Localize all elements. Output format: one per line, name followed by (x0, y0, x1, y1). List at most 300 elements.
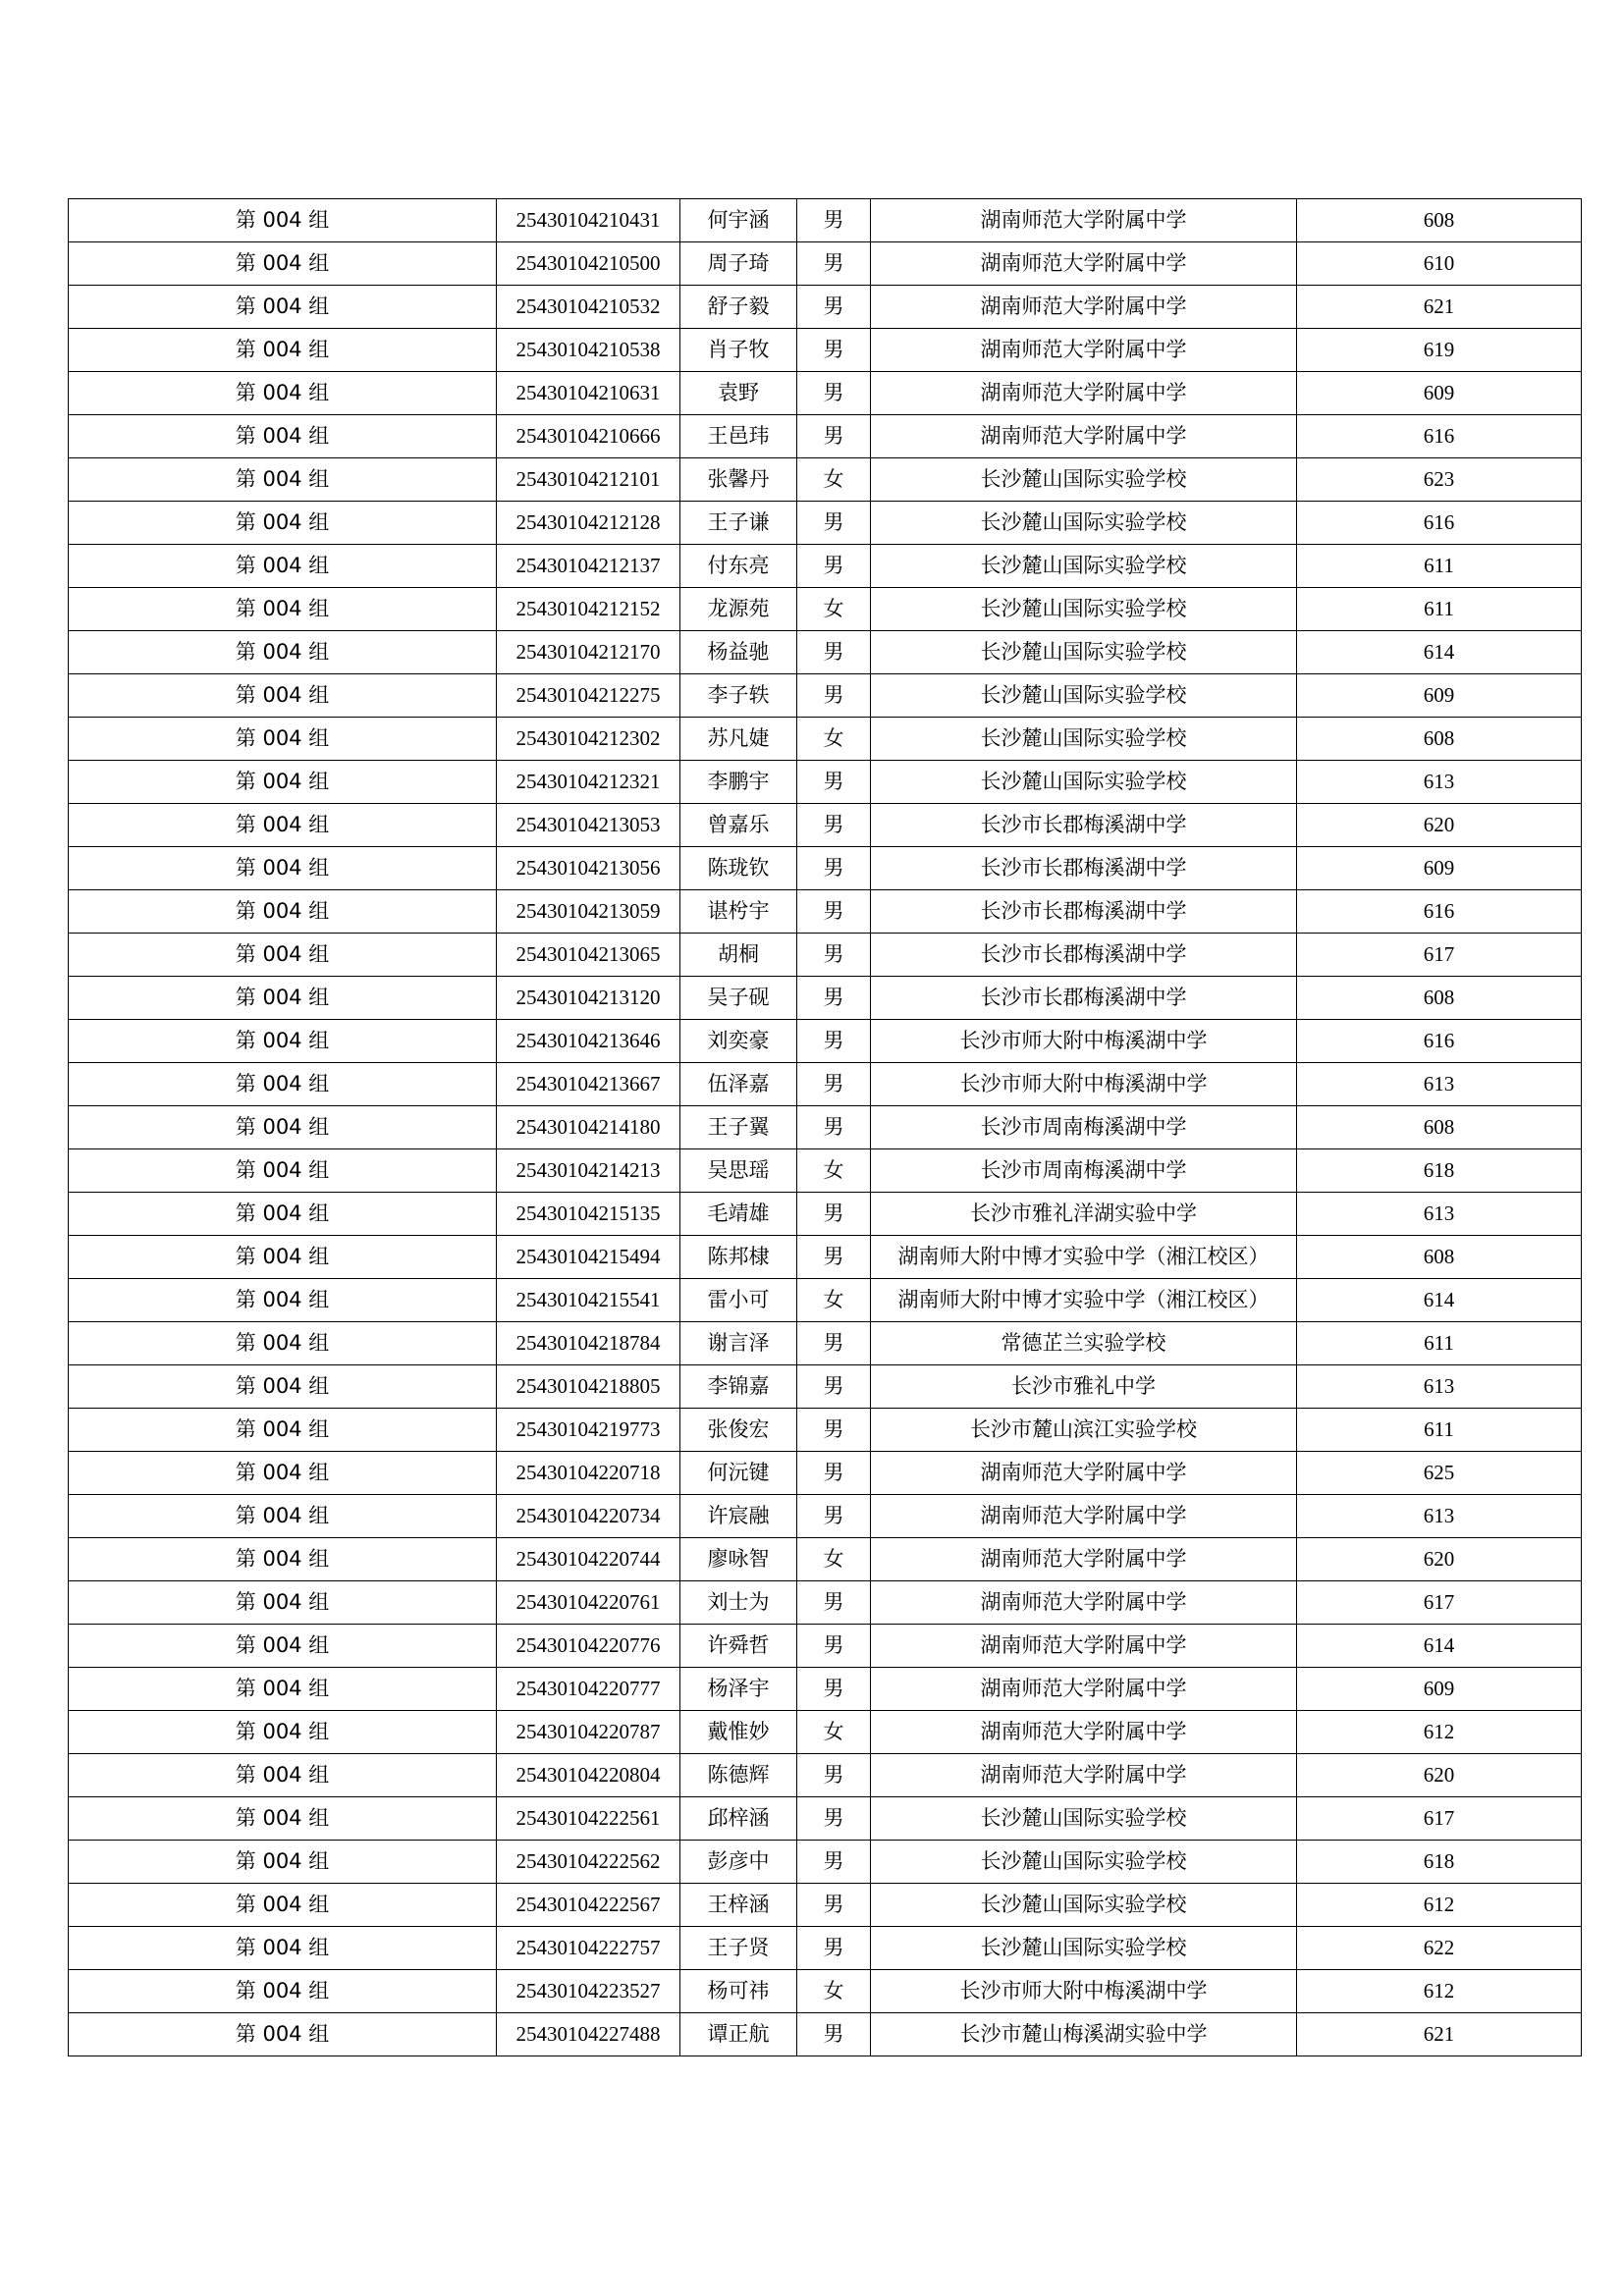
document-page (68, 198, 1581, 2056)
gender-cell: 男 (797, 1236, 871, 1279)
student-name-cell: 胡桐 (680, 934, 797, 977)
table-row (69, 588, 1582, 631)
student-name-cell: 肖子牧 (680, 329, 797, 372)
exam-id-cell: 25430104210538 (497, 329, 680, 372)
gender-cell: 女 (797, 1970, 871, 2013)
gender-cell: 男 (797, 847, 871, 890)
group-cell: 第 004 组 (69, 1884, 497, 1927)
school-cell: 湖南师范大学附属中学 (871, 1538, 1297, 1581)
score-cell: 612 (1297, 1711, 1582, 1754)
gender-cell: 男 (797, 329, 871, 372)
gender-cell: 女 (797, 718, 871, 761)
group-cell: 第 004 组 (69, 372, 497, 415)
score-cell: 618 (1297, 1149, 1582, 1193)
gender-cell: 男 (797, 1193, 871, 1236)
exam-id-cell: 25430104213646 (497, 1020, 680, 1063)
exam-id-cell: 25430104215541 (497, 1279, 680, 1322)
student-name-cell: 雷小可 (680, 1279, 797, 1322)
table-row (69, 1322, 1582, 1365)
group-cell: 第 004 组 (69, 2013, 497, 2056)
student-name-cell: 龙源苑 (680, 588, 797, 631)
school-cell: 湖南师范大学附属中学 (871, 286, 1297, 329)
group-cell: 第 004 组 (69, 1106, 497, 1149)
student-name-cell: 杨泽宇 (680, 1668, 797, 1711)
student-name-cell: 张馨丹 (680, 458, 797, 502)
table-row (69, 1063, 1582, 1106)
gender-cell: 男 (797, 1797, 871, 1841)
student-name-cell: 廖咏智 (680, 1538, 797, 1581)
table-row (69, 1625, 1582, 1668)
school-cell: 长沙市周南梅溪湖中学 (871, 1106, 1297, 1149)
table-row (69, 1970, 1582, 2013)
roster-body (69, 199, 1582, 2056)
group-cell: 第 004 组 (69, 588, 497, 631)
student-name-cell: 刘奕豪 (680, 1020, 797, 1063)
school-cell: 长沙麓山国际实验学校 (871, 1841, 1297, 1884)
score-cell: 613 (1297, 1495, 1582, 1538)
score-cell: 612 (1297, 1884, 1582, 1927)
group-cell: 第 004 组 (69, 1063, 497, 1106)
exam-id-cell: 25430104212128 (497, 502, 680, 545)
table-row (69, 1884, 1582, 1927)
table-row (69, 674, 1582, 718)
student-name-cell: 何沅键 (680, 1452, 797, 1495)
school-cell: 长沙市周南梅溪湖中学 (871, 1149, 1297, 1193)
score-cell: 623 (1297, 458, 1582, 502)
table-row (69, 545, 1582, 588)
school-cell: 湖南师范大学附属中学 (871, 1711, 1297, 1754)
table-row (69, 1409, 1582, 1452)
gender-cell: 女 (797, 1538, 871, 1581)
score-cell: 612 (1297, 1970, 1582, 2013)
student-name-cell: 周子琦 (680, 242, 797, 286)
table-row (69, 1452, 1582, 1495)
score-cell: 613 (1297, 1365, 1582, 1409)
student-name-cell: 舒子毅 (680, 286, 797, 329)
student-name-cell: 李子轶 (680, 674, 797, 718)
table-row (69, 1797, 1582, 1841)
student-name-cell: 杨可祎 (680, 1970, 797, 2013)
exam-id-cell: 25430104212170 (497, 631, 680, 674)
group-cell: 第 004 组 (69, 1020, 497, 1063)
group-cell: 第 004 组 (69, 847, 497, 890)
gender-cell: 男 (797, 1063, 871, 1106)
table-row (69, 718, 1582, 761)
exam-id-cell: 25430104220761 (497, 1581, 680, 1625)
group-cell: 第 004 组 (69, 977, 497, 1020)
school-cell: 湖南师范大学附属中学 (871, 199, 1297, 242)
exam-id-cell: 25430104212275 (497, 674, 680, 718)
school-cell: 长沙麓山国际实验学校 (871, 718, 1297, 761)
exam-id-cell: 25430104212321 (497, 761, 680, 804)
student-name-cell: 刘士为 (680, 1581, 797, 1625)
school-cell: 长沙市长郡梅溪湖中学 (871, 804, 1297, 847)
gender-cell: 男 (797, 545, 871, 588)
gender-cell: 男 (797, 674, 871, 718)
exam-id-cell: 25430104215135 (497, 1193, 680, 1236)
gender-cell: 男 (797, 934, 871, 977)
score-cell: 621 (1297, 2013, 1582, 2056)
student-name-cell: 陈珑钦 (680, 847, 797, 890)
group-cell: 第 004 组 (69, 1668, 497, 1711)
gender-cell: 男 (797, 372, 871, 415)
gender-cell: 男 (797, 1409, 871, 1452)
student-name-cell: 彭彦中 (680, 1841, 797, 1884)
school-cell: 湖南师范大学附属中学 (871, 372, 1297, 415)
table-row (69, 199, 1582, 242)
student-name-cell: 杨益驰 (680, 631, 797, 674)
exam-id-cell: 25430104210631 (497, 372, 680, 415)
group-cell: 第 004 组 (69, 1365, 497, 1409)
table-row (69, 1841, 1582, 1884)
table-row (69, 242, 1582, 286)
gender-cell: 女 (797, 1279, 871, 1322)
school-cell: 长沙麓山国际实验学校 (871, 674, 1297, 718)
exam-id-cell: 25430104218784 (497, 1322, 680, 1365)
score-cell: 622 (1297, 1927, 1582, 1970)
table-row (69, 1106, 1582, 1149)
score-cell: 618 (1297, 1841, 1582, 1884)
exam-id-cell: 25430104220804 (497, 1754, 680, 1797)
exam-id-cell: 25430104212152 (497, 588, 680, 631)
exam-id-cell: 25430104219773 (497, 1409, 680, 1452)
score-cell: 616 (1297, 1020, 1582, 1063)
score-cell: 609 (1297, 372, 1582, 415)
student-name-cell: 李鹏宇 (680, 761, 797, 804)
score-cell: 620 (1297, 804, 1582, 847)
school-cell: 长沙市长郡梅溪湖中学 (871, 847, 1297, 890)
table-row (69, 1754, 1582, 1797)
exam-id-cell: 25430104222567 (497, 1884, 680, 1927)
gender-cell: 女 (797, 1711, 871, 1754)
group-cell: 第 004 组 (69, 1149, 497, 1193)
school-cell: 湖南师范大学附属中学 (871, 242, 1297, 286)
score-cell: 614 (1297, 631, 1582, 674)
student-name-cell: 陈邦棣 (680, 1236, 797, 1279)
school-cell: 长沙市麓山滨江实验学校 (871, 1409, 1297, 1452)
score-cell: 614 (1297, 1625, 1582, 1668)
exam-id-cell: 25430104214213 (497, 1149, 680, 1193)
exam-id-cell: 25430104212302 (497, 718, 680, 761)
exam-id-cell: 25430104210431 (497, 199, 680, 242)
student-name-cell: 吴子砚 (680, 977, 797, 1020)
school-cell: 长沙市麓山梅溪湖实验中学 (871, 2013, 1297, 2056)
group-cell: 第 004 组 (69, 718, 497, 761)
school-cell: 长沙麓山国际实验学校 (871, 1797, 1297, 1841)
school-cell: 长沙麓山国际实验学校 (871, 458, 1297, 502)
student-name-cell: 王梓涵 (680, 1884, 797, 1927)
score-cell: 608 (1297, 1106, 1582, 1149)
table-row (69, 1149, 1582, 1193)
school-cell: 长沙市长郡梅溪湖中学 (871, 977, 1297, 1020)
student-name-cell: 伍泽嘉 (680, 1063, 797, 1106)
school-cell: 长沙市长郡梅溪湖中学 (871, 890, 1297, 934)
table-row (69, 415, 1582, 458)
school-cell: 长沙麓山国际实验学校 (871, 1884, 1297, 1927)
table-row (69, 502, 1582, 545)
school-cell: 长沙市雅礼中学 (871, 1365, 1297, 1409)
student-name-cell: 谭正航 (680, 2013, 797, 2056)
group-cell: 第 004 组 (69, 631, 497, 674)
table-row (69, 1927, 1582, 1970)
table-row (69, 847, 1582, 890)
student-name-cell: 王子翼 (680, 1106, 797, 1149)
school-cell: 长沙麓山国际实验学校 (871, 545, 1297, 588)
school-cell: 湖南师范大学附属中学 (871, 415, 1297, 458)
student-name-cell: 谢言泽 (680, 1322, 797, 1365)
gender-cell: 男 (797, 890, 871, 934)
group-cell: 第 004 组 (69, 1754, 497, 1797)
school-cell: 湖南师范大学附属中学 (871, 1625, 1297, 1668)
exam-id-cell: 25430104213053 (497, 804, 680, 847)
gender-cell: 男 (797, 1754, 871, 1797)
table-row (69, 1711, 1582, 1754)
score-cell: 625 (1297, 1452, 1582, 1495)
school-cell: 湖南师大附中博才实验中学（湘江校区） (871, 1236, 1297, 1279)
student-name-cell: 曾嘉乐 (680, 804, 797, 847)
exam-id-cell: 25430104215494 (497, 1236, 680, 1279)
score-cell: 610 (1297, 242, 1582, 286)
gender-cell: 男 (797, 286, 871, 329)
score-cell: 611 (1297, 1409, 1582, 1452)
group-cell: 第 004 组 (69, 1193, 497, 1236)
gender-cell: 男 (797, 631, 871, 674)
table-row (69, 804, 1582, 847)
table-row (69, 1020, 1582, 1063)
group-cell: 第 004 组 (69, 1711, 497, 1754)
student-name-cell: 张俊宏 (680, 1409, 797, 1452)
group-cell: 第 004 组 (69, 1322, 497, 1365)
student-name-cell: 毛靖雄 (680, 1193, 797, 1236)
student-name-cell: 邱梓涵 (680, 1797, 797, 1841)
group-cell: 第 004 组 (69, 415, 497, 458)
exam-id-cell: 25430104214180 (497, 1106, 680, 1149)
student-name-cell: 袁野 (680, 372, 797, 415)
exam-id-cell: 25430104210532 (497, 286, 680, 329)
gender-cell: 男 (797, 1452, 871, 1495)
gender-cell: 男 (797, 1927, 871, 1970)
gender-cell: 男 (797, 1841, 871, 1884)
table-row (69, 934, 1582, 977)
score-cell: 616 (1297, 890, 1582, 934)
group-cell: 第 004 组 (69, 804, 497, 847)
score-cell: 617 (1297, 934, 1582, 977)
table-row (69, 372, 1582, 415)
score-cell: 616 (1297, 415, 1582, 458)
score-cell: 613 (1297, 1063, 1582, 1106)
exam-id-cell: 25430104213059 (497, 890, 680, 934)
score-cell: 620 (1297, 1754, 1582, 1797)
group-cell: 第 004 组 (69, 545, 497, 588)
group-cell: 第 004 组 (69, 674, 497, 718)
score-cell: 608 (1297, 977, 1582, 1020)
table-row (69, 977, 1582, 1020)
score-cell: 617 (1297, 1581, 1582, 1625)
school-cell: 长沙麓山国际实验学校 (871, 588, 1297, 631)
table-row (69, 1236, 1582, 1279)
student-name-cell: 李锦嘉 (680, 1365, 797, 1409)
school-cell: 湖南师范大学附属中学 (871, 1754, 1297, 1797)
student-name-cell: 戴惟妙 (680, 1711, 797, 1754)
exam-id-cell: 25430104223527 (497, 1970, 680, 2013)
table-row (69, 1365, 1582, 1409)
exam-id-cell: 25430104212101 (497, 458, 680, 502)
exam-id-cell: 25430104220744 (497, 1538, 680, 1581)
student-name-cell: 苏凡婕 (680, 718, 797, 761)
student-name-cell: 王邑玮 (680, 415, 797, 458)
table-row (69, 890, 1582, 934)
table-row (69, 458, 1582, 502)
student-name-cell: 王子贤 (680, 1927, 797, 1970)
student-name-cell: 陈德辉 (680, 1754, 797, 1797)
group-cell: 第 004 组 (69, 1236, 497, 1279)
group-cell: 第 004 组 (69, 1279, 497, 1322)
score-cell: 621 (1297, 286, 1582, 329)
table-row (69, 286, 1582, 329)
gender-cell: 男 (797, 761, 871, 804)
group-cell: 第 004 组 (69, 1841, 497, 1884)
table-row (69, 631, 1582, 674)
gender-cell: 男 (797, 1106, 871, 1149)
school-cell: 湖南师范大学附属中学 (871, 329, 1297, 372)
score-cell: 617 (1297, 1797, 1582, 1841)
exam-id-cell: 25430104210666 (497, 415, 680, 458)
table-row (69, 1279, 1582, 1322)
group-cell: 第 004 组 (69, 1625, 497, 1668)
school-cell: 湖南师范大学附属中学 (871, 1668, 1297, 1711)
group-cell: 第 004 组 (69, 1409, 497, 1452)
score-cell: 608 (1297, 199, 1582, 242)
gender-cell: 女 (797, 1149, 871, 1193)
exam-id-cell: 25430104222561 (497, 1797, 680, 1841)
gender-cell: 男 (797, 415, 871, 458)
school-cell: 长沙市师大附中梅溪湖中学 (871, 1020, 1297, 1063)
group-cell: 第 004 组 (69, 242, 497, 286)
exam-id-cell: 25430104227488 (497, 2013, 680, 2056)
group-cell: 第 004 组 (69, 458, 497, 502)
group-cell: 第 004 组 (69, 890, 497, 934)
gender-cell: 男 (797, 1495, 871, 1538)
school-cell: 长沙市师大附中梅溪湖中学 (871, 1970, 1297, 2013)
table-row (69, 1581, 1582, 1625)
score-cell: 609 (1297, 674, 1582, 718)
student-name-cell: 吴思瑶 (680, 1149, 797, 1193)
group-cell: 第 004 组 (69, 1970, 497, 2013)
school-cell: 湖南师大附中博才实验中学（湘江校区） (871, 1279, 1297, 1322)
school-cell: 长沙市师大附中梅溪湖中学 (871, 1063, 1297, 1106)
exam-id-cell: 25430104222562 (497, 1841, 680, 1884)
exam-id-cell: 25430104210500 (497, 242, 680, 286)
table-row (69, 761, 1582, 804)
gender-cell: 男 (797, 199, 871, 242)
school-cell: 长沙麓山国际实验学校 (871, 761, 1297, 804)
exam-id-cell: 25430104218805 (497, 1365, 680, 1409)
table-row (69, 329, 1582, 372)
school-cell: 长沙麓山国际实验学校 (871, 1927, 1297, 1970)
school-cell: 长沙市长郡梅溪湖中学 (871, 934, 1297, 977)
student-name-cell: 付东亮 (680, 545, 797, 588)
gender-cell: 男 (797, 242, 871, 286)
gender-cell: 男 (797, 1020, 871, 1063)
exam-id-cell: 25430104220776 (497, 1625, 680, 1668)
group-cell: 第 004 组 (69, 502, 497, 545)
group-cell: 第 004 组 (69, 761, 497, 804)
group-cell: 第 004 组 (69, 1927, 497, 1970)
gender-cell: 男 (797, 804, 871, 847)
exam-id-cell: 25430104212137 (497, 545, 680, 588)
exam-id-cell: 25430104220787 (497, 1711, 680, 1754)
group-cell: 第 004 组 (69, 1452, 497, 1495)
group-cell: 第 004 组 (69, 1797, 497, 1841)
table-row (69, 1538, 1582, 1581)
group-cell: 第 004 组 (69, 1495, 497, 1538)
school-cell: 长沙麓山国际实验学校 (871, 631, 1297, 674)
group-cell: 第 004 组 (69, 199, 497, 242)
student-name-cell: 何宇涵 (680, 199, 797, 242)
exam-id-cell: 25430104220777 (497, 1668, 680, 1711)
student-roster-table (68, 198, 1582, 2056)
score-cell: 611 (1297, 1322, 1582, 1365)
group-cell: 第 004 组 (69, 1538, 497, 1581)
table-row (69, 1495, 1582, 1538)
score-cell: 608 (1297, 718, 1582, 761)
gender-cell: 男 (797, 977, 871, 1020)
gender-cell: 女 (797, 588, 871, 631)
score-cell: 620 (1297, 1538, 1582, 1581)
score-cell: 611 (1297, 545, 1582, 588)
score-cell: 609 (1297, 847, 1582, 890)
score-cell: 609 (1297, 1668, 1582, 1711)
student-name-cell: 王子谦 (680, 502, 797, 545)
exam-id-cell: 25430104213065 (497, 934, 680, 977)
school-cell: 常德芷兰实验学校 (871, 1322, 1297, 1365)
group-cell: 第 004 组 (69, 329, 497, 372)
exam-id-cell: 25430104213667 (497, 1063, 680, 1106)
score-cell: 608 (1297, 1236, 1582, 1279)
school-cell: 湖南师范大学附属中学 (871, 1495, 1297, 1538)
group-cell: 第 004 组 (69, 286, 497, 329)
exam-id-cell: 25430104213120 (497, 977, 680, 1020)
score-cell: 611 (1297, 588, 1582, 631)
score-cell: 619 (1297, 329, 1582, 372)
gender-cell: 男 (797, 2013, 871, 2056)
student-name-cell: 许宸融 (680, 1495, 797, 1538)
gender-cell: 男 (797, 1625, 871, 1668)
exam-id-cell: 25430104213056 (497, 847, 680, 890)
student-name-cell: 谌枍宇 (680, 890, 797, 934)
table-row (69, 2013, 1582, 2056)
table-row (69, 1668, 1582, 1711)
school-cell: 湖南师范大学附属中学 (871, 1452, 1297, 1495)
student-name-cell: 许舜哲 (680, 1625, 797, 1668)
score-cell: 613 (1297, 1193, 1582, 1236)
score-cell: 614 (1297, 1279, 1582, 1322)
score-cell: 616 (1297, 502, 1582, 545)
group-cell: 第 004 组 (69, 934, 497, 977)
school-cell: 长沙麓山国际实验学校 (871, 502, 1297, 545)
group-cell: 第 004 组 (69, 1581, 497, 1625)
gender-cell: 男 (797, 1322, 871, 1365)
school-cell: 湖南师范大学附属中学 (871, 1581, 1297, 1625)
gender-cell: 男 (797, 502, 871, 545)
gender-cell: 男 (797, 1365, 871, 1409)
score-cell: 613 (1297, 761, 1582, 804)
gender-cell: 男 (797, 1581, 871, 1625)
exam-id-cell: 25430104220718 (497, 1452, 680, 1495)
gender-cell: 女 (797, 458, 871, 502)
school-cell: 长沙市雅礼洋湖实验中学 (871, 1193, 1297, 1236)
gender-cell: 男 (797, 1884, 871, 1927)
